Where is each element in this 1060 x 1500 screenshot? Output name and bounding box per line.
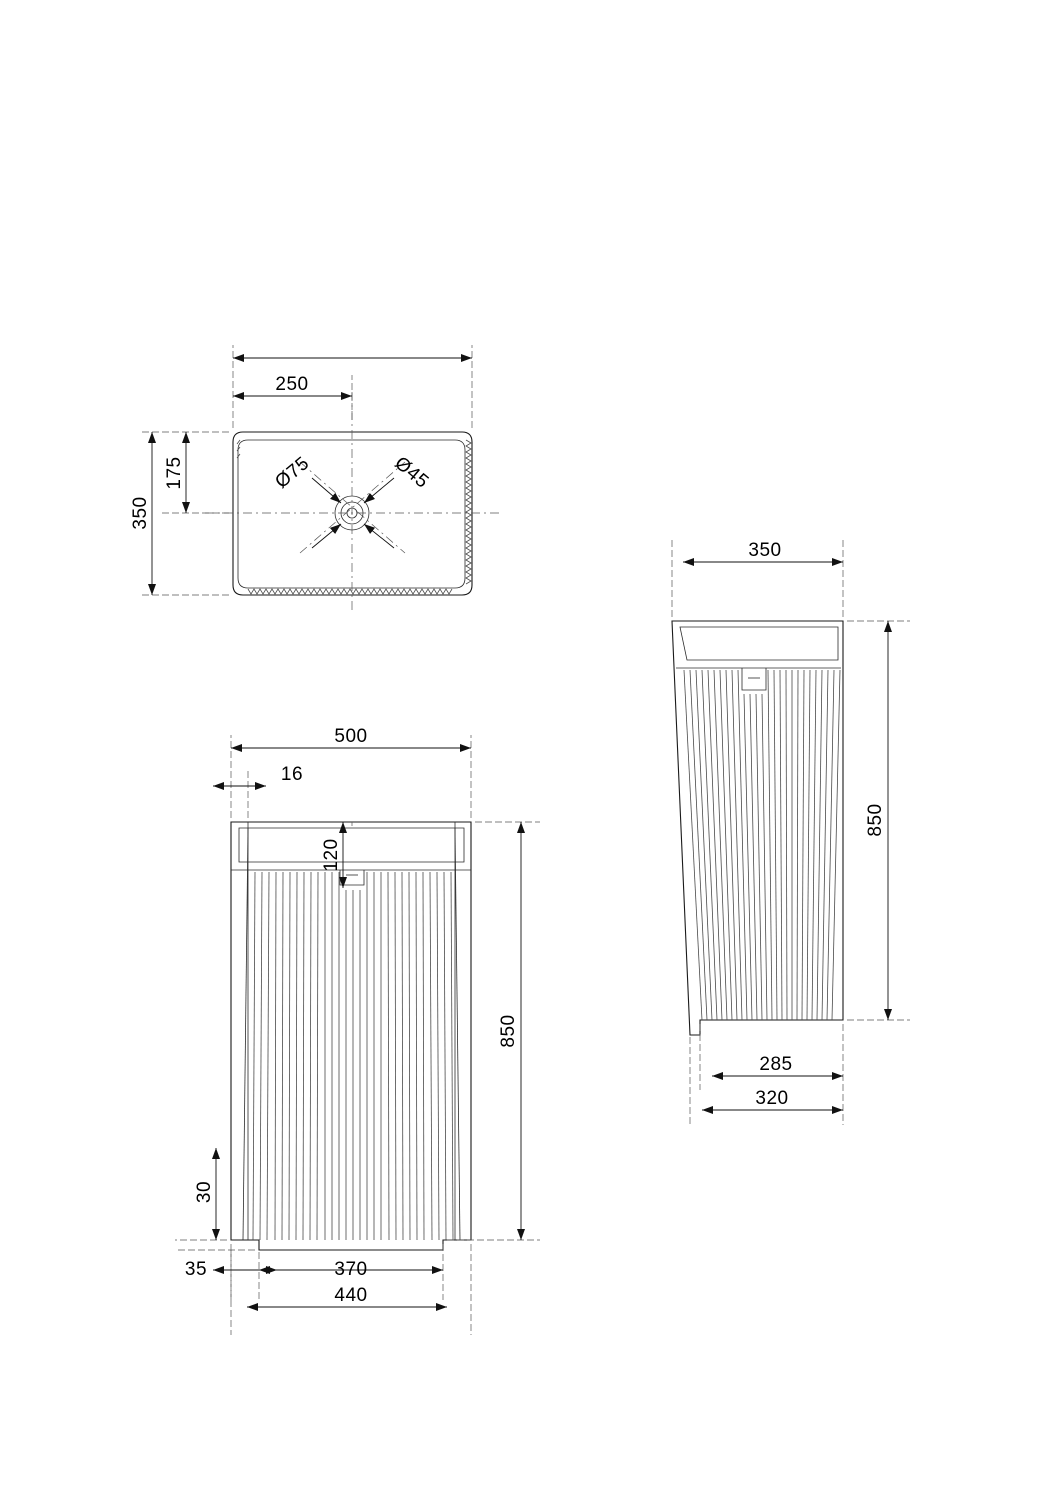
dim-850-side: 850 bbox=[865, 803, 886, 837]
dim-30: 30 bbox=[194, 1180, 215, 1204]
dim-440: 440 bbox=[334, 1285, 368, 1306]
dim-350-side: 350 bbox=[748, 540, 782, 561]
dim-320: 320 bbox=[755, 1088, 789, 1109]
dim-120: 120 bbox=[321, 838, 342, 872]
dim-370: 370 bbox=[334, 1259, 368, 1280]
side-view bbox=[672, 540, 910, 1125]
dim-850-front: 850 bbox=[498, 1014, 519, 1048]
dim-35: 35 bbox=[184, 1259, 208, 1280]
dim-500: 500 bbox=[334, 726, 368, 747]
dim-250: 250 bbox=[275, 374, 309, 395]
label-waste-hole: Ø75 bbox=[271, 452, 314, 493]
front-view bbox=[175, 726, 540, 1335]
top-view bbox=[130, 345, 500, 610]
dim-285: 285 bbox=[759, 1054, 793, 1075]
dim-16: 16 bbox=[280, 764, 304, 785]
label-tap-hole: Ø45 bbox=[390, 452, 433, 493]
dim-350-top: 350 bbox=[130, 496, 151, 530]
dim-175: 175 bbox=[164, 456, 185, 490]
